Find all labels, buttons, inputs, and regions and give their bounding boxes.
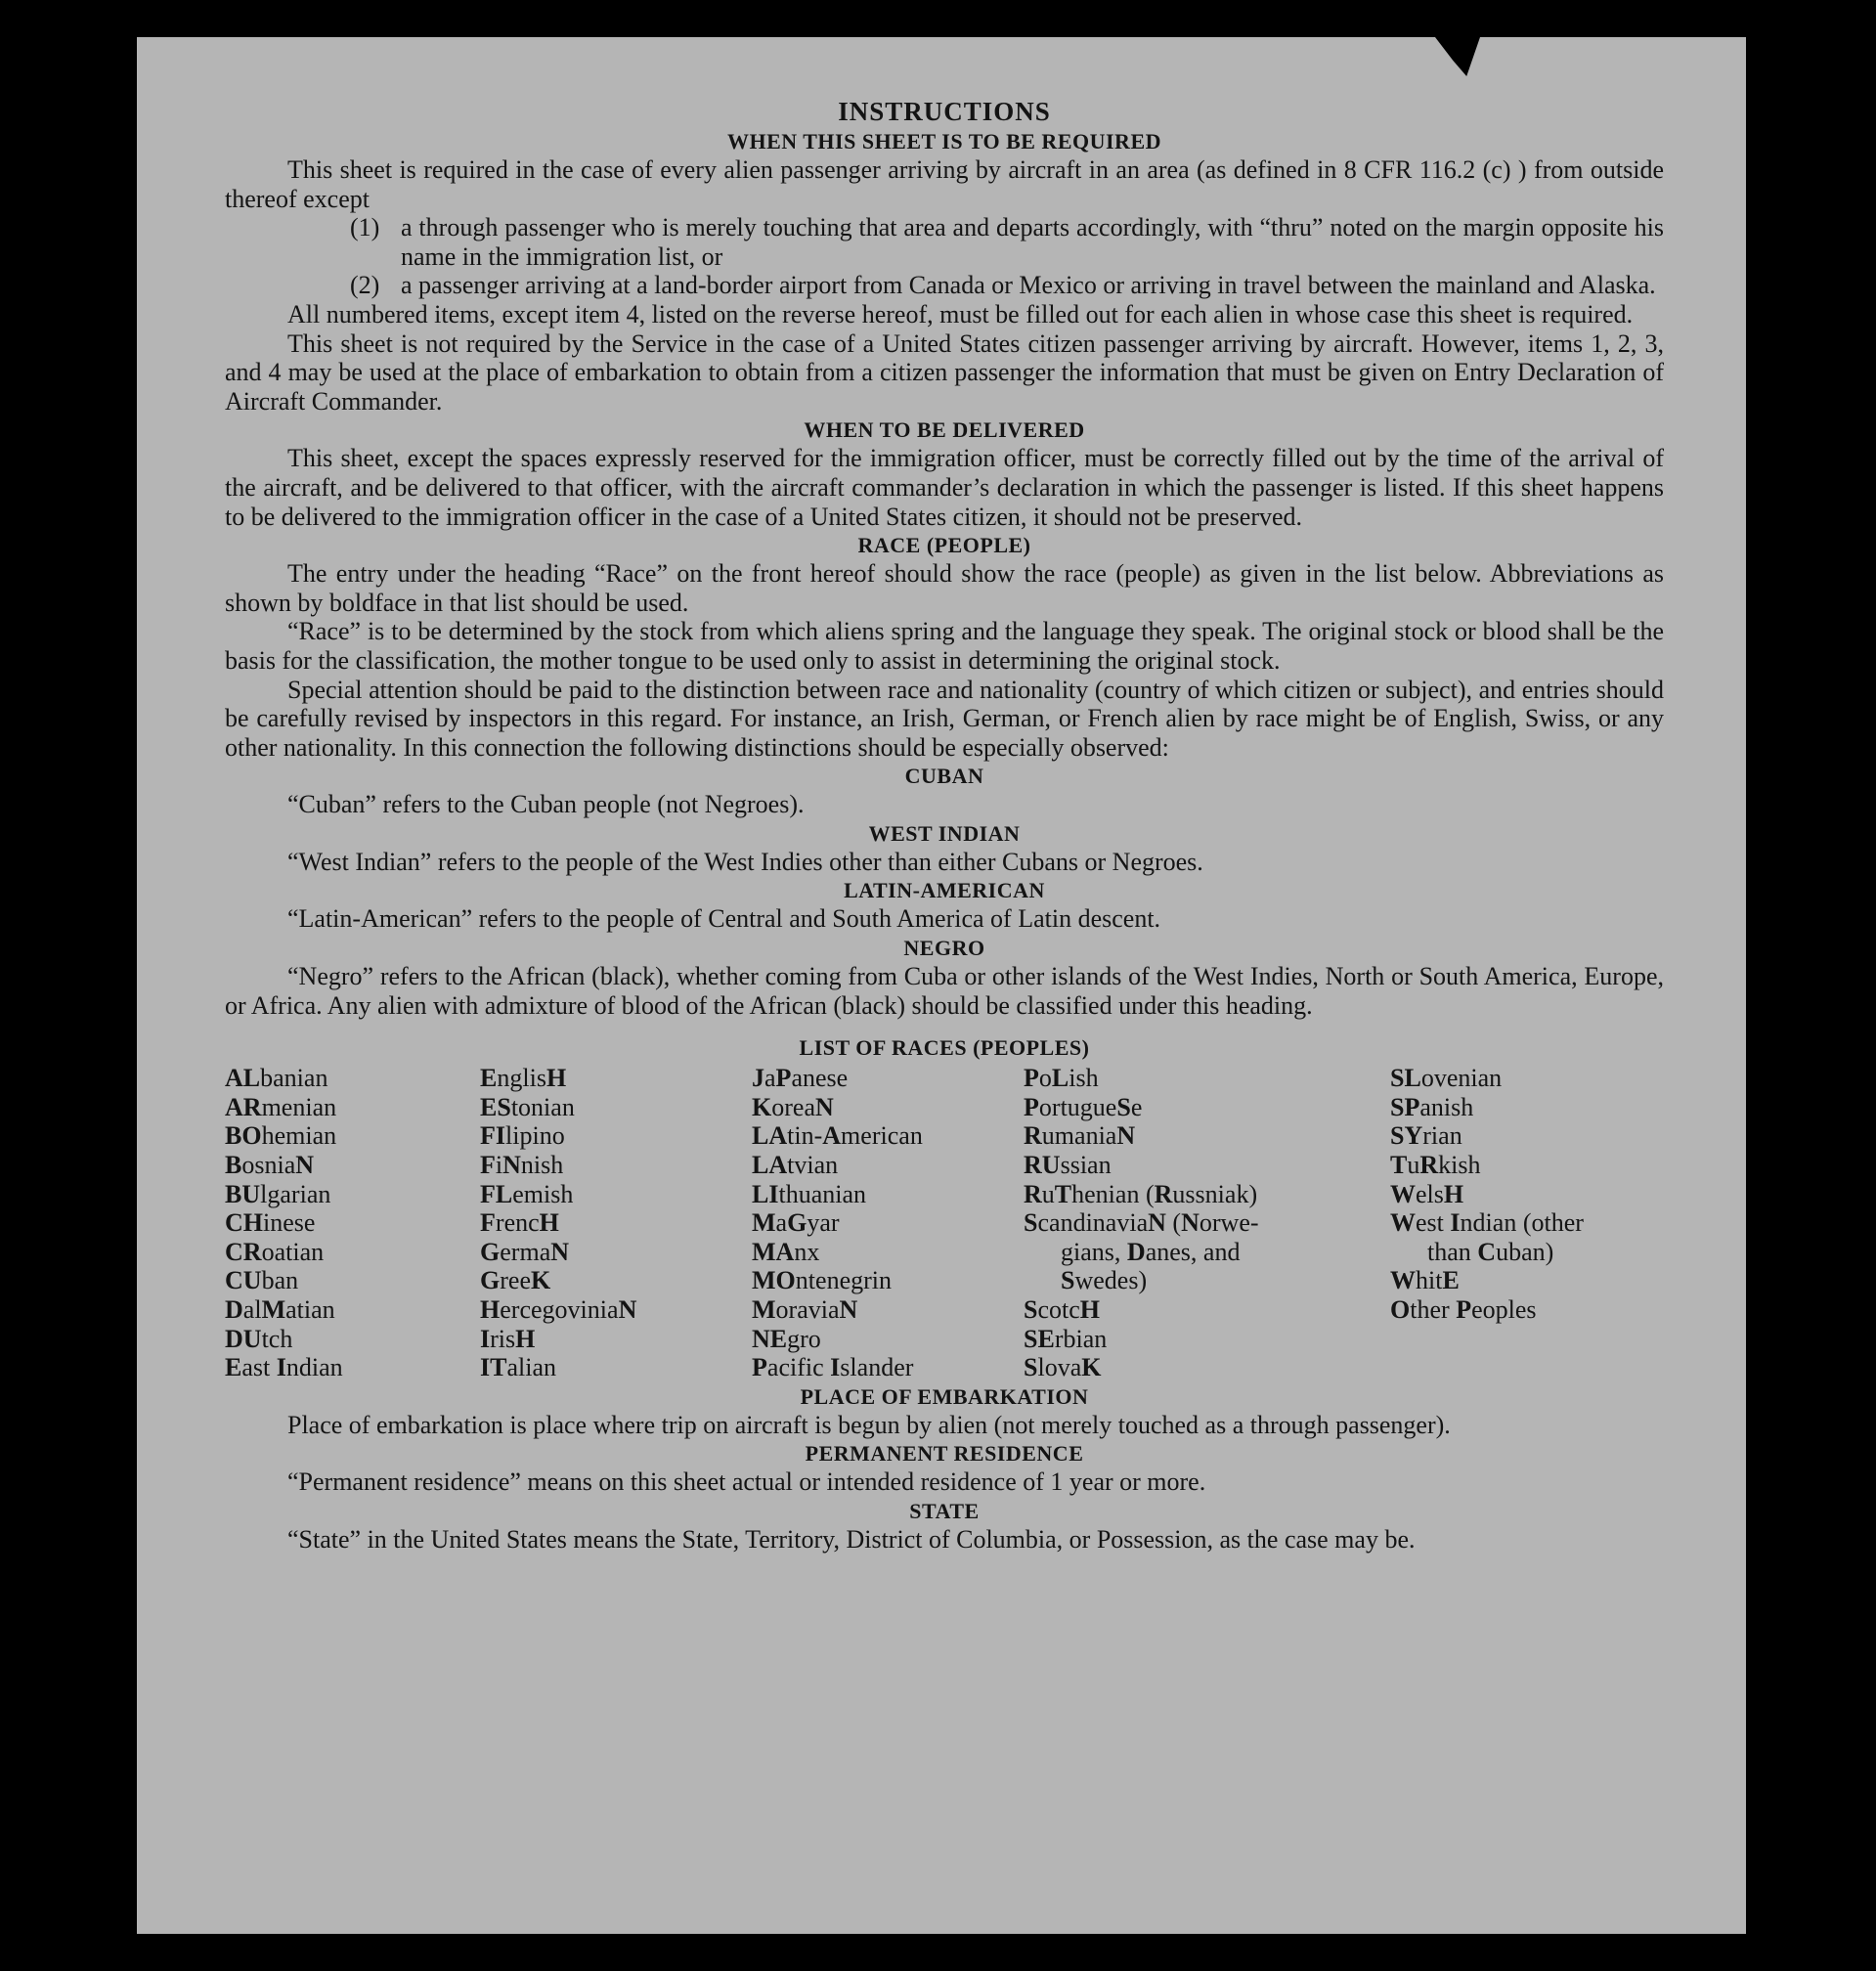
race-entry: DUtch bbox=[225, 1324, 293, 1353]
race-entry: ARmenian bbox=[225, 1092, 337, 1121]
race-entry: LAtin-American bbox=[752, 1121, 923, 1151]
heading-state: STATE bbox=[909, 1498, 980, 1523]
race-entry: EStonian bbox=[480, 1092, 575, 1121]
race-entry: MaGyar bbox=[752, 1208, 840, 1238]
heading-when-delivered: WHEN TO BE DELIVERED bbox=[804, 417, 1085, 443]
race-entry: GreeK bbox=[480, 1266, 551, 1295]
race-entry: FIlipino bbox=[480, 1121, 565, 1151]
race-entry: SPanish bbox=[1390, 1092, 1474, 1121]
race-entry: WhitE bbox=[1390, 1266, 1460, 1295]
race-entry: BUlgarian bbox=[225, 1179, 331, 1208]
heading-cuban: CUBAN bbox=[904, 764, 984, 789]
race-entry: BOhemian bbox=[225, 1121, 337, 1151]
definition: “State” in the United States means the State, Territory, District of Columbia, or Possession, as the case may be. bbox=[287, 1524, 1416, 1554]
definition: “Latin-American” refers to the people of Central and South America of Latin descent. bbox=[287, 904, 1161, 934]
race-entry: NEgro bbox=[752, 1324, 821, 1353]
race-entry: CRoatian bbox=[225, 1237, 325, 1266]
paragraph: This sheet is not required by the Service in the case of a United States citizen passenger arriving by aircraft. However, items 1, 2, 3, and 4 may be used at the place of embarkation to obtain from a citizen passenger the information that must be given on Entry Declaration of Aircraft Commander. bbox=[225, 328, 1664, 416]
race-entry: RumaniaN bbox=[1024, 1121, 1136, 1151]
race-entry: MOntenegrin bbox=[752, 1266, 893, 1295]
paragraph: Special attention should be paid to the distinction between race and nationality (country of which citizen or subject), and entries should be carefully revised by inspectors in this regard. For instance, an Irish, German, or French alien by race might be of English, Swiss, or any other nationality. In this connection the following distinctions should be especially observed: bbox=[225, 675, 1664, 762]
race-entry: ALbanian bbox=[225, 1064, 328, 1093]
race-entry: CUban bbox=[225, 1266, 299, 1295]
paragraph: The entry under the heading “Race” on the front hereof should show the race (people) as given in the list below. Abbreviations as shown by boldface in that list should be used. bbox=[225, 559, 1664, 617]
heading-latin-american: LATIN-AMERICAN bbox=[844, 878, 1045, 903]
race-entry: Other Peoples bbox=[1390, 1295, 1537, 1324]
race-entry: FiNnish bbox=[480, 1151, 564, 1180]
heading-list-of-races: LIST OF RACES (PEOPLES) bbox=[799, 1035, 1090, 1061]
heading-embarkation: PLACE OF EMBARKATION bbox=[800, 1383, 1089, 1409]
definition: “West Indian” refers to the people of the West Indies other than either Cubans or Negroes. bbox=[287, 847, 1203, 876]
item-text: a through passenger who is merely touching that area and departs accordingly, with “thru” noted on the margin opposite his name in the immigration list, or bbox=[401, 213, 1664, 271]
heading-when-required: WHEN THIS SHEET IS TO BE REQUIRED bbox=[726, 129, 1162, 153]
race-entry: East Indian bbox=[225, 1353, 343, 1382]
item-number: (2) bbox=[350, 271, 380, 300]
heading-race: RACE (PEOPLE) bbox=[857, 533, 1031, 558]
definition: “Negro” refers to the African (black), whether coming from Cuba or other islands of the West Indies, North or South America, Europe, or Africa. Any alien with admixture of blood of the African (black) should be classified under this heading. bbox=[225, 962, 1664, 1020]
heading-negro: NEGRO bbox=[903, 936, 985, 961]
definition: Place of embarkation is place where trip on aircraft is begun by alien (not merely touched as a through passenger). bbox=[287, 1410, 1451, 1439]
heading-west-indian: WEST INDIAN bbox=[868, 820, 1021, 846]
race-entry: MoraviaN bbox=[752, 1295, 858, 1324]
races-list bbox=[225, 1064, 1664, 1382]
race-entry: WelsH bbox=[1390, 1179, 1464, 1208]
race-entry-continued: Swedes) bbox=[1061, 1266, 1148, 1295]
race-entry: FrencH bbox=[480, 1208, 559, 1238]
item-number: (1) bbox=[350, 213, 380, 242]
race-entry: CHinese bbox=[225, 1208, 316, 1238]
paragraph: “Race” is to be determined by the stock from which aliens spring and the language they speak. The original stock or blood shall be the basis for the classification, the mother tongue to be used only to assist in determining the original stock. bbox=[225, 617, 1664, 675]
race-entry: LIthuanian bbox=[752, 1179, 867, 1208]
races-column bbox=[1024, 1064, 1390, 1382]
numbered-item bbox=[225, 213, 1664, 271]
paragraph: This sheet, except the spaces expressly reserved for the immigration officer, must be correctly filled out by the time of the arrival of the aircraft, and be delivered to that officer, with the aircraft commander’s declaration in which the passenger is listed. If this sheet happens to be delivered to the immigration officer in the case of a United States citizen, it should not be preserved. bbox=[225, 444, 1664, 531]
race-entry: TuRkish bbox=[1390, 1151, 1481, 1180]
torn-edge bbox=[1435, 37, 1480, 76]
race-entry: ScotcH bbox=[1024, 1295, 1101, 1324]
paragraph: This sheet is required in the case of every alien passenger arriving by aircraft in an area (as defined in 8 CFR 116.2 (c) ) from outside thereof except bbox=[225, 155, 1664, 213]
race-entry: LAtvian bbox=[752, 1151, 839, 1180]
race-entry: FLemish bbox=[480, 1179, 574, 1208]
race-entry: GermaN bbox=[480, 1237, 570, 1266]
definition: “Cuban” refers to the Cuban people (not Negroes). bbox=[287, 790, 805, 819]
race-entry: SYrian bbox=[1390, 1121, 1462, 1151]
race-entry: Pacific Islander bbox=[752, 1353, 914, 1382]
paragraph: All numbered items, except item 4, listed on the reverse hereof, must be filled out for each alien in whose case this sheet is required. bbox=[287, 299, 1634, 328]
numbered-item bbox=[225, 271, 1664, 300]
race-entry: West Indian (other bbox=[1390, 1208, 1584, 1238]
race-entry: RUssian bbox=[1024, 1151, 1112, 1180]
race-entry: HercegoviniaN bbox=[480, 1295, 637, 1324]
page-title: INSTRUCTIONS bbox=[838, 97, 1051, 126]
race-entry: KoreaN bbox=[752, 1092, 834, 1121]
heading-permanent-residence: PERMANENT RESIDENCE bbox=[805, 1441, 1084, 1467]
race-entry: PortugueSe bbox=[1024, 1092, 1143, 1121]
races-column bbox=[225, 1064, 480, 1382]
races-column bbox=[752, 1064, 1024, 1382]
document-sheet bbox=[137, 37, 1746, 1934]
race-entry-continued: than Cuban) bbox=[1427, 1237, 1554, 1266]
race-entry: ITalian bbox=[480, 1353, 557, 1382]
races-column bbox=[480, 1064, 752, 1382]
race-entry: PoLish bbox=[1024, 1064, 1099, 1093]
item-text: a passenger arriving at a land-border airport from Canada or Mexico or arriving in travel between the mainland and Alaska. bbox=[401, 271, 1656, 300]
race-entry-continued: gians, Danes, and bbox=[1061, 1237, 1241, 1266]
race-entry: IrisH bbox=[480, 1324, 536, 1353]
definition: “Permanent residence” means on this sheet actual or intended residence of 1 year or more. bbox=[287, 1467, 1206, 1497]
race-entry: BosniaN bbox=[225, 1151, 315, 1180]
race-entry: RuThenian (Russniak) bbox=[1024, 1179, 1258, 1208]
race-entry: JaPanese bbox=[752, 1064, 849, 1093]
races-column bbox=[1390, 1064, 1664, 1382]
race-entry: SLovenian bbox=[1390, 1064, 1503, 1093]
race-entry: EnglisH bbox=[480, 1064, 567, 1093]
race-entry: MAnx bbox=[752, 1237, 820, 1266]
race-entry: SErbian bbox=[1024, 1324, 1108, 1353]
race-entry: ScandinaviaN (Norwe- bbox=[1024, 1208, 1259, 1238]
race-entry: DalMatian bbox=[225, 1295, 335, 1324]
race-entry: SlovaK bbox=[1024, 1353, 1102, 1382]
instructions-content bbox=[225, 96, 1664, 1555]
